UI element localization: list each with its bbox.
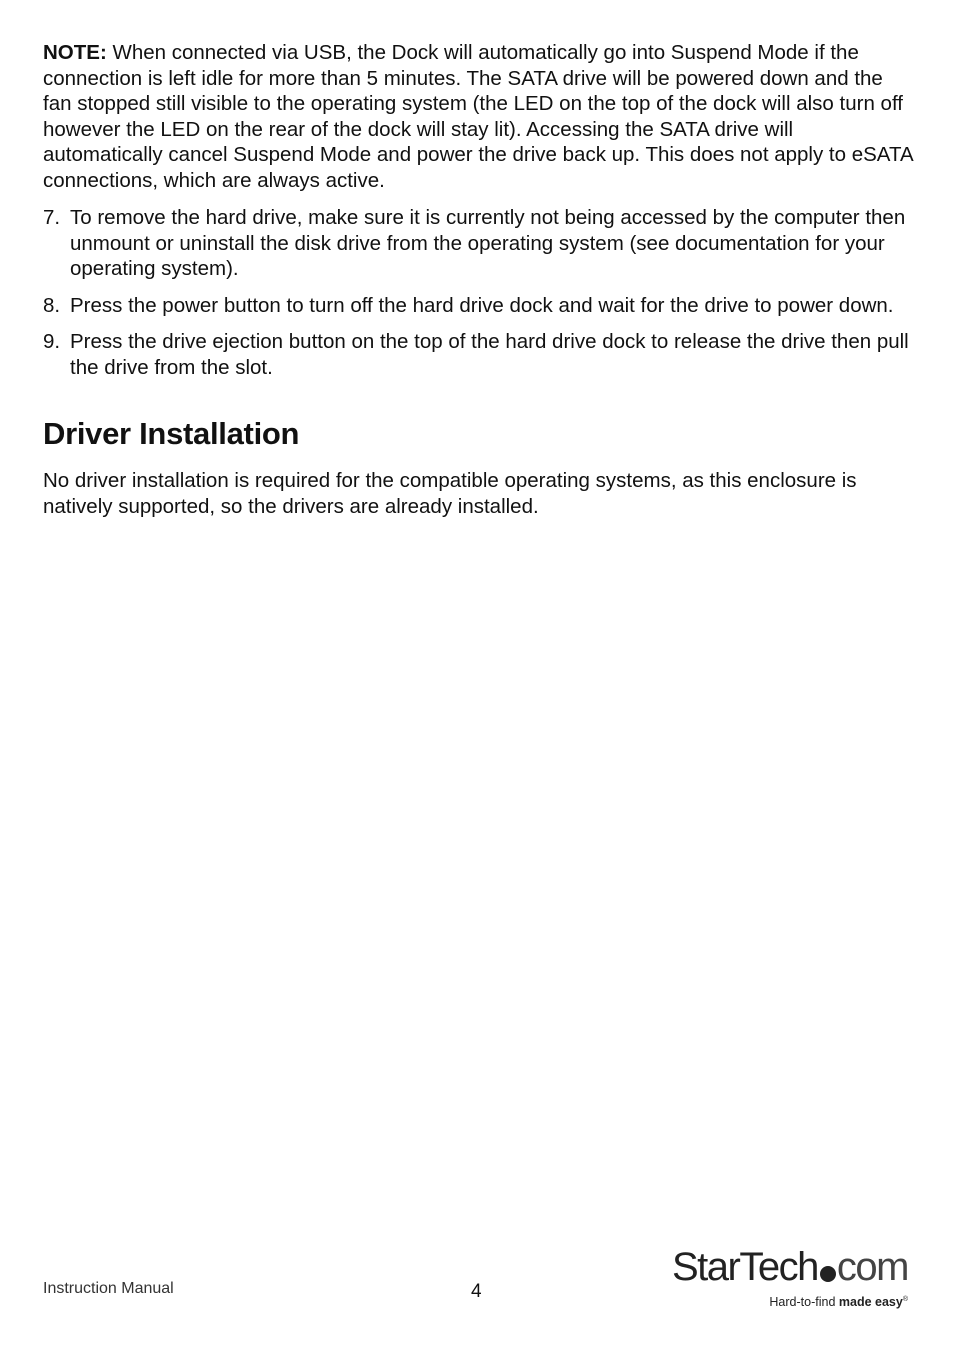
step-text: Press the drive ejection button on the top of the hard drive dock to release the drive then pull the drive from the slot. xyxy=(70,330,909,379)
footer-document-title: Instruction Manual xyxy=(43,1280,174,1297)
logo-suffix: com xyxy=(836,1245,908,1289)
registered-mark: ® xyxy=(902,1295,908,1303)
logo-dot-icon xyxy=(820,1266,836,1282)
list-item xyxy=(43,205,913,282)
note-text: When connected via USB, the Dock will automatically go into Suspend Mode if the connection is left idle for more than 5 minutes. The SATA drive will be powered down and the fan stopped still visible to the operating system (the LED on the top of the dock will also turn off however the LED on the rear of the dock will stay lit). Accessing the SATA drive will automatically cancel Suspend Mode and power the drive back up. This does not apply to eSATA connections, which are always active. xyxy=(43,41,913,192)
section-heading: Driver Installation xyxy=(43,416,300,451)
logo-tagline xyxy=(769,1295,908,1309)
step-number: 9. xyxy=(43,330,61,354)
note-label: NOTE: xyxy=(43,41,107,64)
step-number: 8. xyxy=(43,293,61,317)
startech-logo xyxy=(672,1243,912,1315)
list-item xyxy=(43,293,913,319)
tagline-bold: made easy xyxy=(838,1295,903,1309)
logo-wordmark xyxy=(672,1243,908,1291)
section-paragraph: No driver installation is required for the compatible operating systems, as this enclosure is natively supported, so the drivers are already installed. xyxy=(43,469,857,518)
steps-list xyxy=(43,205,913,392)
note-paragraph xyxy=(43,40,913,194)
step-number: 7. xyxy=(43,206,61,229)
step-text: To remove the hard drive, make sure it is currently not being accessed by the computer then unmount or uninstall the disk drive from the operating system (see documentation for your operating system). xyxy=(70,206,906,281)
list-item xyxy=(43,329,913,380)
step-text: Press the power button to turn off the hard drive dock and wait for the drive to power down. xyxy=(70,293,894,317)
tagline-regular: Hard-to-find xyxy=(769,1295,839,1309)
page-number: 4 xyxy=(471,1281,482,1302)
logo-brand: StarTech xyxy=(672,1245,818,1289)
